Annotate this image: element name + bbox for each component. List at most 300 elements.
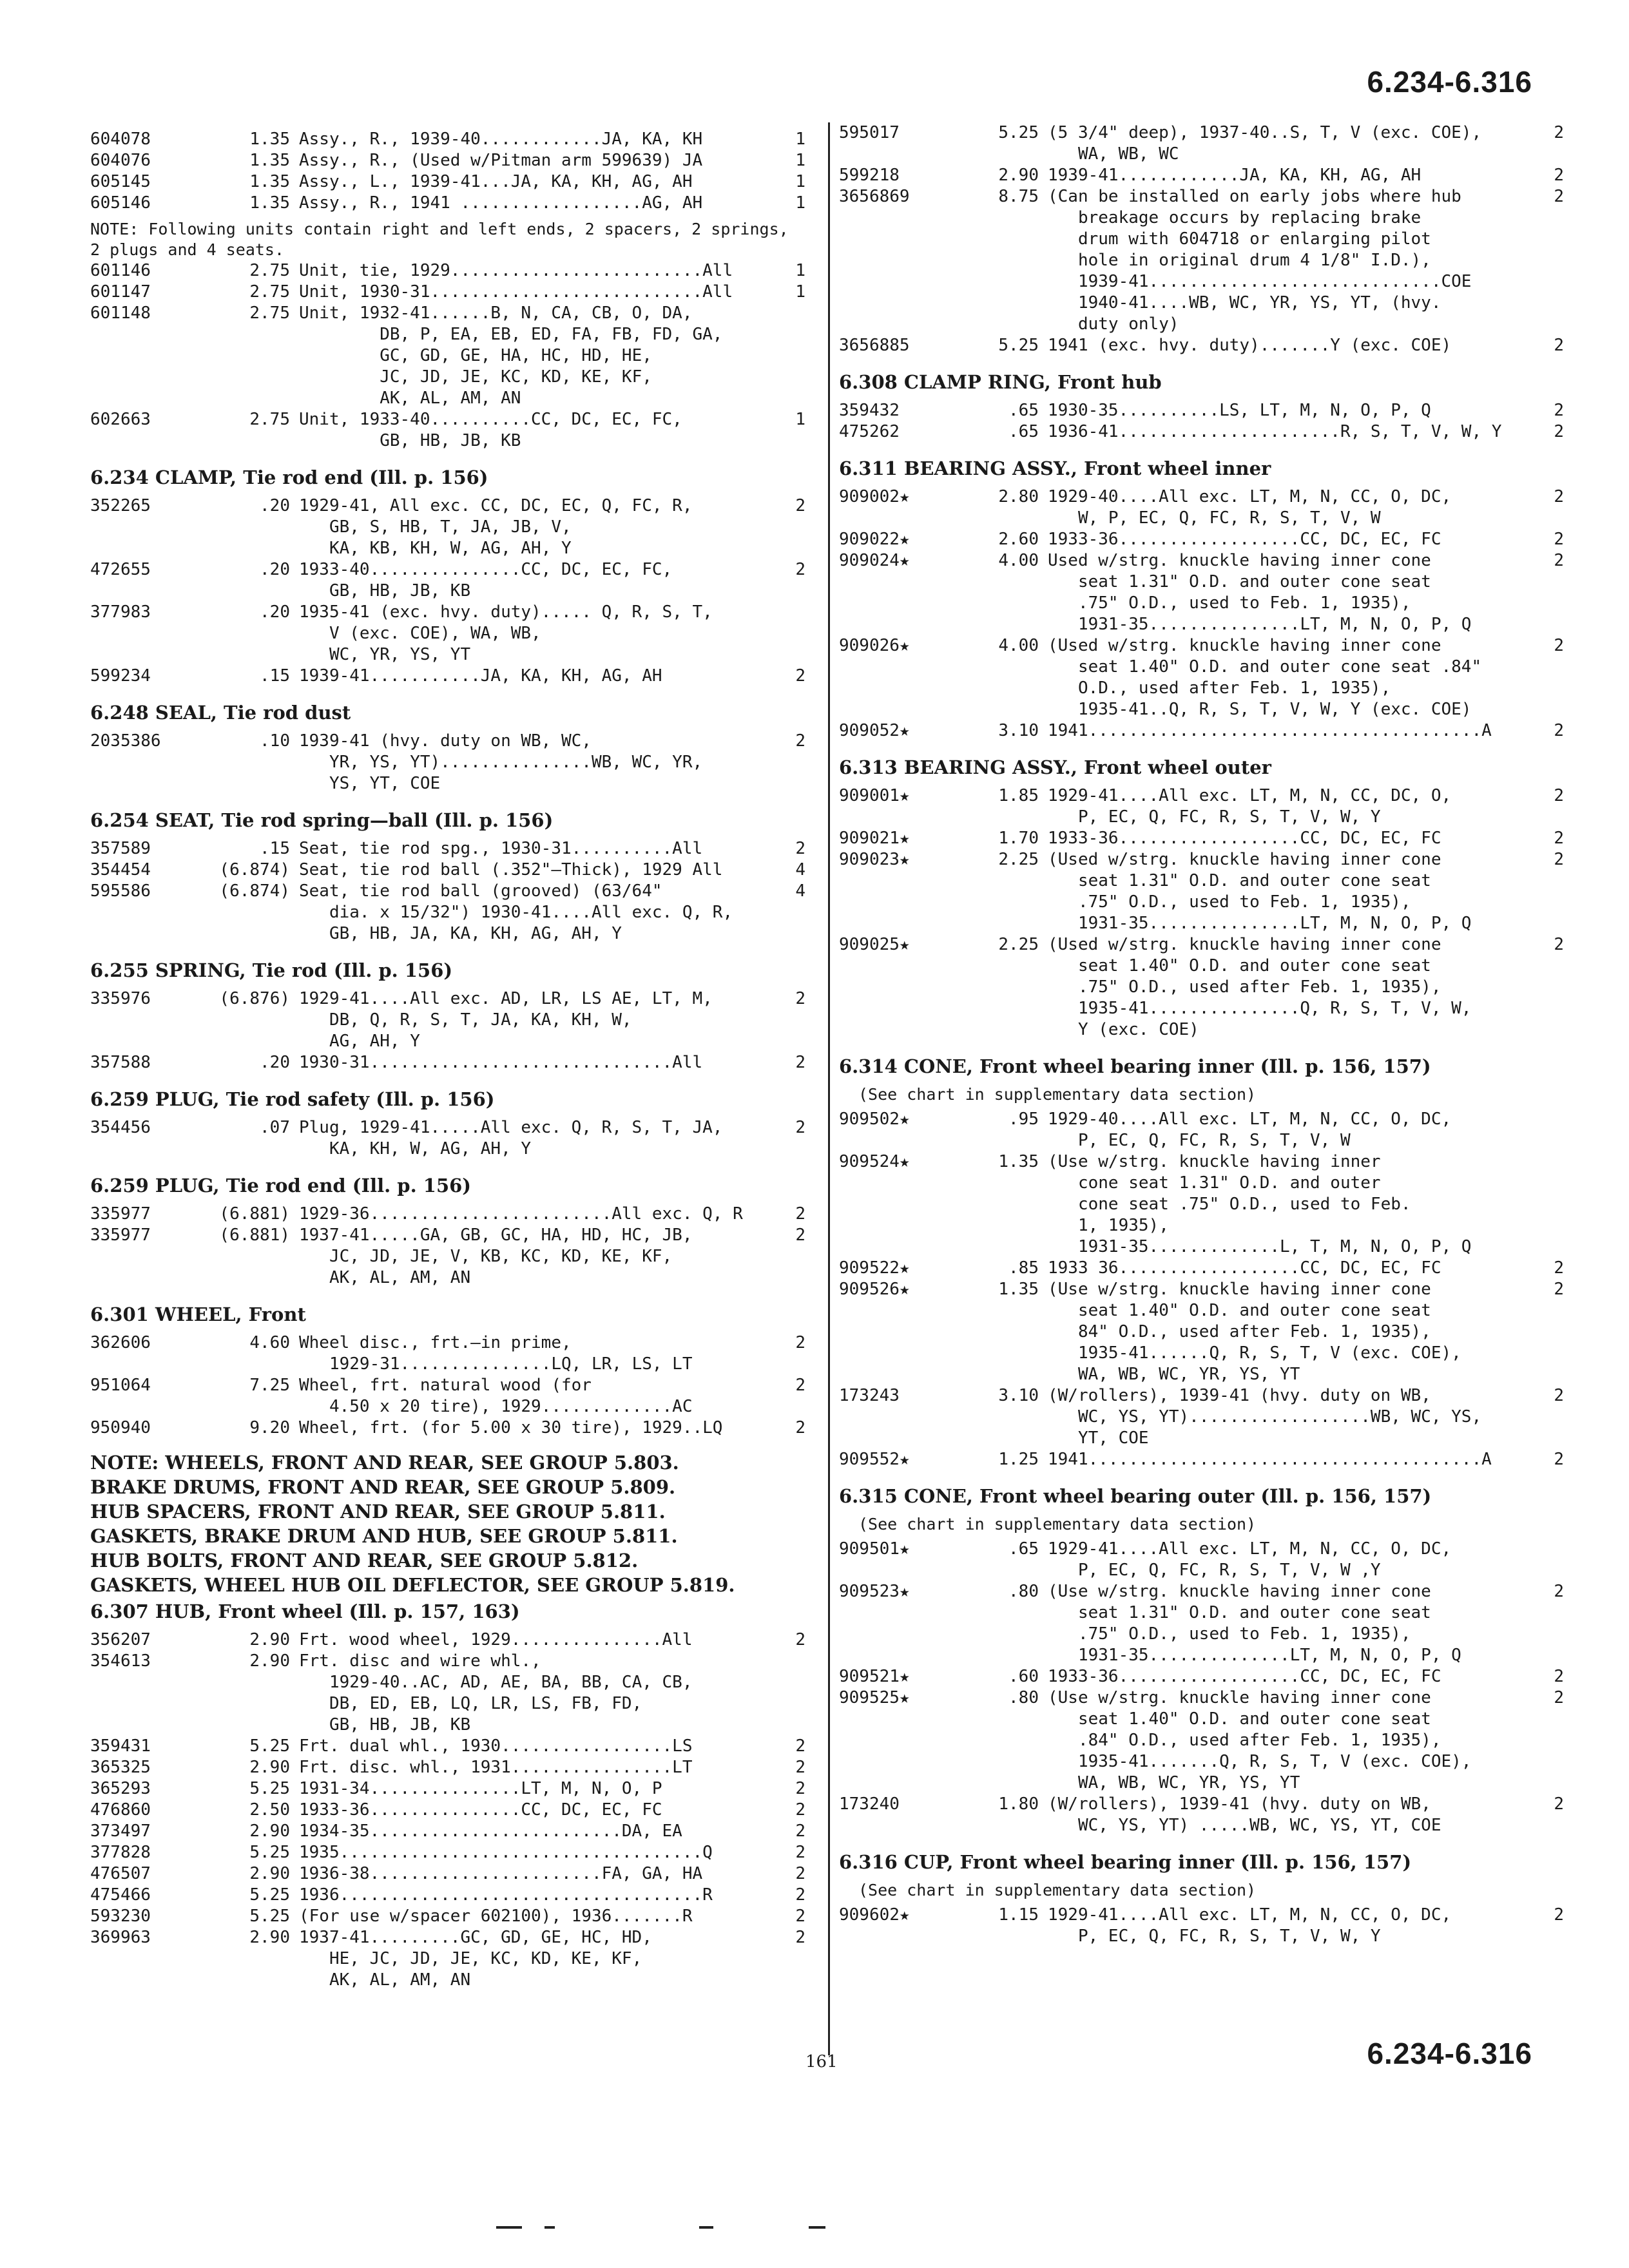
- right-column: [828, 122, 1564, 2055]
- part-row: [839, 1109, 1564, 1151]
- part-number: 909052★: [839, 721, 910, 740]
- part-row: [90, 1332, 805, 1375]
- part-quantity: 2: [795, 1864, 805, 1883]
- part-description: (Use w/strg. knuckle having inner cone seat 1.40" O.D. and outer cone seat 84" O.D., used after Feb. 1, 1935), 1935-41......Q, R, S, T, V (exc. COE), WA, WB, WC, YR, YS, YT: [1048, 1280, 1461, 1384]
- part-description: 1936-41......................R, S, T, V, W, Y: [1048, 422, 1502, 441]
- part-number: 377983: [90, 602, 151, 622]
- part-price: .20: [260, 1053, 290, 1072]
- part-description: Frt. disc and wire whl., 1929-40..AC, AD, AE, BA, BB, CA, CB, DB, ED, EB, LQ, LR, LS, FB, FD, GB, HB, JB, KB: [299, 1651, 693, 1735]
- part-quantity: 2: [1554, 336, 1564, 355]
- page-range-footer: 6.234-6.316: [1367, 2037, 1532, 2070]
- cross-reference-note: HUB SPACERS, FRONT AND REAR, SEE GROUP 5.811.: [90, 1501, 666, 1523]
- rows-group: [90, 988, 805, 1073]
- part-description: 1929-41....All exc. LT, M, N, CC, DC, O, P, EC, Q, FC, R, S, T, V, W, Y: [1048, 786, 1452, 827]
- part-row: [839, 1279, 1564, 1385]
- part-number: 352265: [90, 496, 151, 515]
- part-price: 1.35: [249, 193, 290, 213]
- left-column: [90, 129, 805, 1996]
- part-quantity: 2: [795, 1779, 805, 1798]
- part-quantity: 2: [1554, 166, 1564, 185]
- scan-mark: [809, 2226, 825, 2229]
- part-description: (Use w/strg. knuckle having inner cone seat 1.31" O.D. and outer cone seat .75" O.D., used to Feb. 1, 1935), 1931-35..............LT, M, N, O, P, Q: [1048, 1582, 1461, 1665]
- part-quantity: 1: [795, 130, 805, 149]
- part-number: 593230: [90, 1907, 151, 1926]
- part-price: 5.25: [998, 123, 1039, 142]
- part-description: Assy., R., 1939-40............JA, KA, KH: [299, 130, 703, 149]
- part-row: [90, 1821, 805, 1842]
- part-number: 909501★: [839, 1539, 910, 1559]
- part-quantity: 2: [795, 1928, 805, 1947]
- part-description: 1929-41....All exc. LT, M, N, CC, O, DC, P, EC, Q, FC, R, S, T, V, W, Y: [1048, 1905, 1452, 1946]
- part-row: [839, 550, 1564, 635]
- part-description: (W/rollers), 1939-41 (hvy. duty on WB, WC, YS, YT)..................WB, WC, YS, YT, COE: [1048, 1386, 1482, 1448]
- part-price: 7.25: [249, 1376, 290, 1395]
- rows-group: [90, 1117, 805, 1160]
- part-description: 1935-41 (exc. hvy. duty)..... Q, R, S, T, V (exc. COE), WA, WB, WC, YR, YS, YT: [299, 602, 713, 664]
- part-description: (For use w/spacer 602100), 1936.......R: [299, 1907, 693, 1926]
- part-description: (Can be installed on early jobs where hub breakage occurs by replacing brake drum with 604718 or enlarging pilot hole in original drum 4 1/8" I.D.), 1939-41.............................COE 1940-41....WB, WC, YR, YS, YT, (hvy. duty only): [1048, 187, 1472, 334]
- part-number: 369963: [90, 1928, 151, 1947]
- part-description: Wheel, frt. (for 5.00 x 30 tire), 1929..LQ: [299, 1418, 723, 1437]
- part-description: 1933-36...............CC, DC, EC, FC: [299, 1800, 662, 1820]
- part-quantity: 2: [795, 1758, 805, 1777]
- part-row: [839, 486, 1564, 529]
- part-row: [839, 1449, 1564, 1470]
- part-price: 2.25: [998, 935, 1039, 954]
- part-row: [90, 1842, 805, 1863]
- part-price: .15: [260, 666, 290, 686]
- part-description: 1930-31..............................All: [299, 1053, 703, 1072]
- part-price: (6.881): [219, 1225, 290, 1245]
- section-heading: 6.313 BEARING ASSY., Front wheel outer: [839, 756, 1271, 778]
- part-price: .65: [1008, 1539, 1039, 1559]
- part-quantity: 1: [795, 261, 805, 280]
- part-row: [90, 129, 805, 150]
- part-description: 1930-35..........LS, LT, M, N, O, P, Q: [1048, 401, 1431, 420]
- part-price: .20: [260, 496, 290, 515]
- part-description: 1934-35.........................DA, EA: [299, 1821, 682, 1841]
- part-description: (Used w/strg. knuckle having inner cone seat 1.40" O.D. and outer cone seat .75" O.D., used after Feb. 1, 1935), 1935-41...............Q, R, S, T, V, W, Y (exc. COE): [1048, 935, 1472, 1039]
- part-quantity: 1: [795, 282, 805, 302]
- part-number: 377828: [90, 1843, 151, 1862]
- part-row: [90, 303, 805, 409]
- part-price: .65: [1008, 401, 1039, 420]
- part-description: 1931-34...............LT, M, N, O, P: [299, 1779, 662, 1798]
- part-quantity: 2: [1554, 850, 1564, 869]
- part-quantity: 2: [1554, 1582, 1564, 1601]
- part-quantity: 4: [795, 881, 805, 901]
- part-number: 595586: [90, 881, 151, 901]
- part-row: [90, 171, 805, 193]
- part-row: [839, 785, 1564, 828]
- part-description: 1929-40....All exc. LT, M, N, CC, O, DC, W, P, EC, Q, FC, R, S, T, V, W: [1048, 487, 1452, 528]
- part-row: [90, 1225, 805, 1289]
- part-description: Seat, tie rod ball (.352"—Thick), 1929 All: [299, 860, 723, 879]
- part-row: [839, 1581, 1564, 1666]
- part-price: 1.35: [998, 1280, 1039, 1299]
- part-price: 2.75: [249, 261, 290, 280]
- part-number: 909502★: [839, 1110, 910, 1129]
- section-heading: 6.248 SEAL, Tie rod dust: [90, 702, 351, 724]
- part-price: 3.10: [998, 1386, 1039, 1405]
- part-number: 604076: [90, 151, 151, 170]
- part-row: [90, 1800, 805, 1821]
- part-price: 4.60: [249, 1333, 290, 1352]
- section-heading: 6.307 HUB, Front wheel (Ill. p. 157, 163): [90, 1600, 520, 1622]
- part-price: 2.90: [249, 1928, 290, 1947]
- part-price: .20: [260, 602, 290, 622]
- part-price: 1.15: [998, 1905, 1039, 1925]
- part-number: 357588: [90, 1053, 151, 1072]
- part-price: 5.25: [249, 1907, 290, 1926]
- part-price: 2.90: [249, 1758, 290, 1777]
- rows-group: [839, 486, 1564, 742]
- part-price: 3.10: [998, 721, 1039, 740]
- part-description: (Use w/strg. knuckle having inner cone seat 1.40" O.D. and outer cone seat .84" O.D., used after Feb. 1, 1935), 1935-41.......Q, R, S, T, V (exc. COE), WA, WB, WC, YR, YS, YT: [1048, 1688, 1472, 1792]
- part-quantity: 2: [1554, 1667, 1564, 1686]
- part-price: (6.881): [219, 1204, 290, 1224]
- cross-reference-notes: [90, 1450, 805, 1597]
- part-price: 1.35: [249, 172, 290, 191]
- part-quantity: [1525, 1151, 1564, 1258]
- section-heading: 6.301 WHEEL, Front: [90, 1303, 306, 1325]
- part-price: (6.874): [219, 881, 290, 901]
- part-price: 2.90: [249, 1821, 290, 1841]
- part-number: 909026★: [839, 636, 910, 655]
- part-price: 1.85: [998, 786, 1039, 805]
- part-description: 1929-41....All exc. AD, LR, LS AE, LT, M, DB, Q, R, S, T, JA, KA, KH, W, AG, AH, Y: [299, 989, 713, 1051]
- part-description: 1933-36..................CC, DC, EC, FC: [1048, 530, 1441, 549]
- part-row: [90, 1757, 805, 1778]
- part-quantity: 2: [1554, 1280, 1564, 1299]
- part-price: .10: [260, 731, 290, 751]
- part-price: .80: [1008, 1582, 1039, 1601]
- units-note: NOTE: Following units contain right and left ends, 2 spacers, 2 springs, 2 plugs and 4 seats.: [90, 220, 789, 259]
- part-quantity: 2: [795, 496, 805, 515]
- part-description: 1939-41 (hvy. duty on WB, WC, YR, YS, YT)...............WB, WC, YR, YS, YT, COE: [299, 731, 703, 793]
- part-price: 4.00: [998, 636, 1039, 655]
- part-description: 1941.......................................A: [1048, 1450, 1492, 1469]
- rows-group: [90, 260, 805, 452]
- part-row: [90, 731, 805, 794]
- part-row: [839, 1385, 1564, 1449]
- part-number: 475466: [90, 1885, 151, 1905]
- part-price: 5.25: [249, 1736, 290, 1756]
- part-quantity: 1: [795, 172, 805, 191]
- part-price: (6.874): [219, 860, 290, 879]
- part-row: [90, 1736, 805, 1757]
- part-price: 2.75: [249, 282, 290, 302]
- part-description: Frt. dual whl., 1930.................LS: [299, 1736, 693, 1756]
- part-quantity: 2: [795, 839, 805, 858]
- part-row: [839, 421, 1564, 443]
- part-quantity: 2: [795, 1885, 805, 1905]
- part-number: 3656869: [839, 187, 910, 206]
- part-price: .85: [1008, 1258, 1039, 1278]
- part-price: 2.80: [998, 487, 1039, 506]
- part-price: 5.25: [249, 1885, 290, 1905]
- part-row: [90, 1418, 805, 1439]
- part-quantity: 2: [795, 731, 805, 751]
- part-row: [839, 165, 1564, 186]
- part-description: Unit, 1932-41......B, N, CA, CB, O, DA, DB, P, EA, EB, ED, FA, FB, FD, GA, GC, GD, GE, HA, HC, HD, HE, JC, JD, JE, KC, KD, KE, KF, AK, AL, AM, AN: [299, 303, 723, 408]
- part-quantity: 2: [1554, 1386, 1564, 1405]
- part-row: [90, 1863, 805, 1885]
- scan-mark: [699, 2226, 713, 2229]
- part-number: 909025★: [839, 935, 910, 954]
- part-price: 5.25: [249, 1779, 290, 1798]
- part-quantity: 2: [1554, 786, 1564, 805]
- rows-group: [90, 838, 805, 945]
- part-price: 2.60: [998, 530, 1039, 549]
- part-row: [839, 849, 1564, 934]
- rows-group: [90, 1204, 805, 1289]
- part-row: [839, 122, 1564, 165]
- part-row: [90, 1117, 805, 1160]
- rows-group: [839, 1539, 1564, 1836]
- part-quantity: 1: [795, 193, 805, 213]
- part-quantity: 2: [795, 1053, 805, 1072]
- cross-reference-note: GASKETS, BRAKE DRUM AND HUB, SEE GROUP 5.811.: [90, 1525, 678, 1547]
- part-number: 335977: [90, 1225, 151, 1245]
- part-row: [90, 150, 805, 171]
- section-subnote: (See chart in supplementary data section): [858, 1881, 1257, 1899]
- part-row: [90, 1052, 805, 1073]
- part-number: 909524★: [839, 1152, 910, 1171]
- part-quantity: 2: [795, 1376, 805, 1395]
- part-quantity: 2: [795, 666, 805, 686]
- part-row: [839, 1539, 1564, 1581]
- part-number: 475262: [839, 422, 900, 441]
- part-description: 1929-41....All exc. LT, M, N, CC, O, DC, P, EC, Q, FC, R, S, T, V, W ,Y: [1048, 1539, 1452, 1580]
- part-price: .95: [1008, 1110, 1039, 1129]
- part-number: 3656885: [839, 336, 910, 355]
- part-row: [839, 828, 1564, 849]
- rows-group: [839, 400, 1564, 443]
- part-description: 1941.......................................A: [1048, 721, 1492, 740]
- part-number: 909022★: [839, 530, 910, 549]
- part-number: 604078: [90, 130, 151, 149]
- part-row: [90, 1204, 805, 1225]
- part-quantity: 2: [1554, 401, 1564, 420]
- section-heading: 6.314 CONE, Front wheel bearing inner (Ill. p. 156, 157): [839, 1055, 1431, 1077]
- part-quantity: 2: [1554, 1258, 1564, 1278]
- part-quantity: 1: [795, 410, 805, 429]
- part-quantity: 2: [795, 1630, 805, 1649]
- part-description: 1939-41............JA, KA, KH, AG, AH: [1048, 166, 1422, 185]
- part-description: Frt. disc. whl., 1931................LT: [299, 1758, 693, 1777]
- part-number: 354454: [90, 860, 151, 879]
- part-description: Assy., L., 1939-41...JA, KA, KH, AG, AH: [299, 172, 693, 191]
- section-heading: 6.234 CLAMP, Tie rod end (Ill. p. 156): [90, 466, 488, 488]
- part-quantity: 2: [795, 989, 805, 1008]
- part-price: .65: [1008, 422, 1039, 441]
- part-price: 2.50: [249, 1800, 290, 1820]
- section-heading: 6.259 PLUG, Tie rod end (Ill. p. 156): [90, 1175, 472, 1196]
- part-number: 476860: [90, 1800, 151, 1820]
- part-description: Unit, tie, 1929.........................All: [299, 261, 733, 280]
- part-description: 1933-36..................CC, DC, EC, FC: [1048, 829, 1441, 848]
- part-number: 365293: [90, 1779, 151, 1798]
- part-quantity: 4: [795, 860, 805, 879]
- part-row: [90, 409, 805, 452]
- part-description: (5 3/4" deep), 1937-40..S, T, V (exc. COE), WA, WB, WC: [1048, 123, 1482, 164]
- section-heading: 6.311 BEARING ASSY., Front wheel inner: [839, 457, 1271, 479]
- part-number: 909002★: [839, 487, 910, 506]
- part-number: 354613: [90, 1651, 151, 1671]
- section-heading: 6.255 SPRING, Tie rod (Ill. p. 156): [90, 959, 453, 981]
- cross-reference-note: GASKETS, WHEEL HUB OIL DEFLECTOR, SEE GROUP 5.819.: [90, 1574, 735, 1596]
- part-number: 909001★: [839, 786, 910, 805]
- part-quantity: 2: [795, 1821, 805, 1841]
- part-number: 362606: [90, 1333, 151, 1352]
- part-price: 5.25: [249, 1843, 290, 1862]
- rows-group: [839, 1905, 1564, 1947]
- part-number: 951064: [90, 1376, 151, 1395]
- part-row: [839, 635, 1564, 720]
- section-heading: 6.308 CLAMP RING, Front hub: [839, 371, 1162, 393]
- rows-group: [90, 1629, 805, 1991]
- part-row: [839, 186, 1564, 335]
- part-description: 1929-41, All exc. CC, DC, EC, Q, FC, R, GB, S, HB, T, JA, JB, V, KA, KB, KH, W, AG, AH, Y: [299, 496, 693, 558]
- part-number: 354456: [90, 1118, 151, 1137]
- cross-reference-note: BRAKE DRUMS, FRONT AND REAR, SEE GROUP 5.809.: [90, 1476, 676, 1498]
- part-description: 1937-41.........GC, GD, GE, HC, HD, HE, JC, JD, JE, KC, KD, KE, KF, AK, AL, AM, AN: [299, 1928, 652, 1990]
- part-number: 909521★: [839, 1667, 910, 1686]
- part-row: [90, 602, 805, 666]
- part-number: 472655: [90, 560, 151, 579]
- part-description: Frt. wood wheel, 1929...............All: [299, 1630, 693, 1649]
- rows-group: [839, 122, 1564, 356]
- scan-mark: [545, 2226, 555, 2229]
- part-row: [90, 1375, 805, 1418]
- part-description: 1929-40....All exc. LT, M, N, CC, O, DC, P, EC, Q, FC, R, S, T, V, W: [1048, 1110, 1452, 1150]
- part-row: [90, 282, 805, 303]
- part-description: 1933-40...............CC, DC, EC, FC, GB, HB, JB, KB: [299, 560, 673, 601]
- part-description: Plug, 1929-41.....All exc. Q, R, S, T, JA, KA, KH, W, AG, AH, Y: [299, 1118, 723, 1158]
- part-number: 605145: [90, 172, 151, 191]
- part-description: Wheel, frt. natural wood (for 4.50 x 20 tire), 1929.............AC: [299, 1376, 693, 1416]
- part-number: 909523★: [839, 1582, 910, 1601]
- scan-mark: [496, 2226, 522, 2229]
- part-row: [90, 860, 805, 881]
- part-description: Wheel disc., frt.—in prime, 1929-31...............LQ, LR, LS, LT: [299, 1333, 693, 1374]
- part-price: .15: [260, 839, 290, 858]
- part-quantity: 2: [795, 1333, 805, 1352]
- part-price: 9.20: [249, 1418, 290, 1437]
- section-heading: 6.316 CUP, Front wheel bearing inner (Ill. p. 156, 157): [839, 1851, 1412, 1873]
- part-number: 373497: [90, 1821, 151, 1841]
- part-row: [90, 193, 805, 214]
- part-number: 476507: [90, 1864, 151, 1883]
- part-quantity: 2: [795, 1736, 805, 1756]
- part-number: 909023★: [839, 850, 910, 869]
- part-number: 173240: [839, 1794, 900, 1814]
- part-row: [839, 1905, 1564, 1947]
- part-row: [90, 495, 805, 559]
- part-number: 2035386: [90, 731, 161, 751]
- part-quantity: [767, 1651, 805, 1736]
- part-number: 909024★: [839, 551, 910, 570]
- section-heading: 6.315 CONE, Front wheel bearing outer (Ill. p. 156, 157): [839, 1485, 1432, 1507]
- rows-group: [90, 495, 805, 687]
- part-number: 601146: [90, 261, 151, 280]
- part-description: (Used w/strg. knuckle having inner cone seat 1.40" O.D. and outer cone seat .84" O.D., used after Feb. 1, 1935), 1935-41..Q, R, S, T, V, W, Y (exc. COE): [1048, 636, 1482, 719]
- part-price: 1.35: [249, 151, 290, 170]
- part-row: [839, 400, 1564, 421]
- part-description: (W/rollers), 1939-41 (hvy. duty on WB, WC, YS, YT) .....WB, WC, YS, YT, COE: [1048, 1794, 1441, 1835]
- part-number: 909525★: [839, 1688, 910, 1707]
- part-number: 950940: [90, 1418, 151, 1437]
- rows-group: [90, 129, 805, 214]
- part-description: 1933-36..................CC, DC, EC, FC: [1048, 1667, 1441, 1686]
- part-quantity: 2: [795, 560, 805, 579]
- part-quantity: 2: [795, 1204, 805, 1224]
- part-price: 2.25: [998, 850, 1039, 869]
- part-price: 5.25: [998, 336, 1039, 355]
- rows-group: [839, 1109, 1564, 1470]
- part-description: 1935....................................Q: [299, 1843, 713, 1862]
- part-number: 909552★: [839, 1450, 910, 1469]
- part-price: 1.25: [998, 1450, 1039, 1469]
- part-row: [839, 1794, 1564, 1836]
- part-quantity: 2: [1554, 187, 1564, 206]
- part-row: [90, 1778, 805, 1800]
- part-description: Unit, 1933-40..........CC, DC, EC, FC, GB, HB, JB, KB: [299, 410, 682, 450]
- part-number: 173243: [839, 1386, 900, 1405]
- part-row: [90, 1651, 805, 1736]
- part-description: Seat, tie rod spg., 1930-31..........All: [299, 839, 703, 858]
- part-price: .80: [1008, 1688, 1039, 1707]
- part-description: (Used w/strg. knuckle having inner cone seat 1.31" O.D. and outer cone seat .75" O.D., used to Feb. 1, 1935), 1931-35...............LT, M, N, O, P, Q: [1048, 850, 1472, 933]
- part-row: [90, 881, 805, 945]
- part-quantity: 2: [795, 1907, 805, 1926]
- part-quantity: 2: [1554, 123, 1564, 142]
- rows-group: [90, 1332, 805, 1439]
- part-description: 1937-41.....GA, GB, GC, HA, HD, HC, JB, JC, JD, JE, V, KB, KC, KD, KE, KF, AK, AL, AM, AN: [299, 1225, 693, 1287]
- part-price: (6.876): [219, 989, 290, 1008]
- part-price: 2.90: [249, 1864, 290, 1883]
- part-price: 2.75: [249, 410, 290, 429]
- part-number: 909602★: [839, 1905, 910, 1925]
- part-quantity: 2: [1554, 1794, 1564, 1814]
- section-subnote: (See chart in supplementary data section): [858, 1085, 1257, 1104]
- part-price: 1.80: [998, 1794, 1039, 1814]
- part-price: 2.90: [249, 1651, 290, 1671]
- part-price: 1.35: [998, 1152, 1039, 1171]
- part-row: [90, 1927, 805, 1991]
- part-quantity: 2: [1554, 487, 1564, 506]
- part-number: 365325: [90, 1758, 151, 1777]
- part-quantity: 2: [1554, 551, 1564, 570]
- part-row: [90, 838, 805, 860]
- cross-reference-note: NOTE: WHEELS, FRONT AND REAR, SEE GROUP 5.803.: [90, 1452, 679, 1474]
- part-quantity: [1525, 1109, 1564, 1151]
- part-price: 2.90: [249, 1630, 290, 1649]
- part-description: 1936-38.......................FA, GA, HA: [299, 1864, 703, 1883]
- part-description: Assy., R., (Used w/Pitman arm 599639) JA: [299, 151, 703, 170]
- part-price: .07: [260, 1118, 290, 1137]
- part-row: [90, 260, 805, 282]
- part-row: [839, 720, 1564, 742]
- part-row: [90, 988, 805, 1052]
- rows-group: [90, 731, 805, 794]
- part-quantity: [767, 303, 805, 409]
- part-quantity: 2: [1554, 530, 1564, 549]
- part-number: 909526★: [839, 1280, 910, 1299]
- part-price: 8.75: [998, 187, 1039, 206]
- part-row: [839, 335, 1564, 356]
